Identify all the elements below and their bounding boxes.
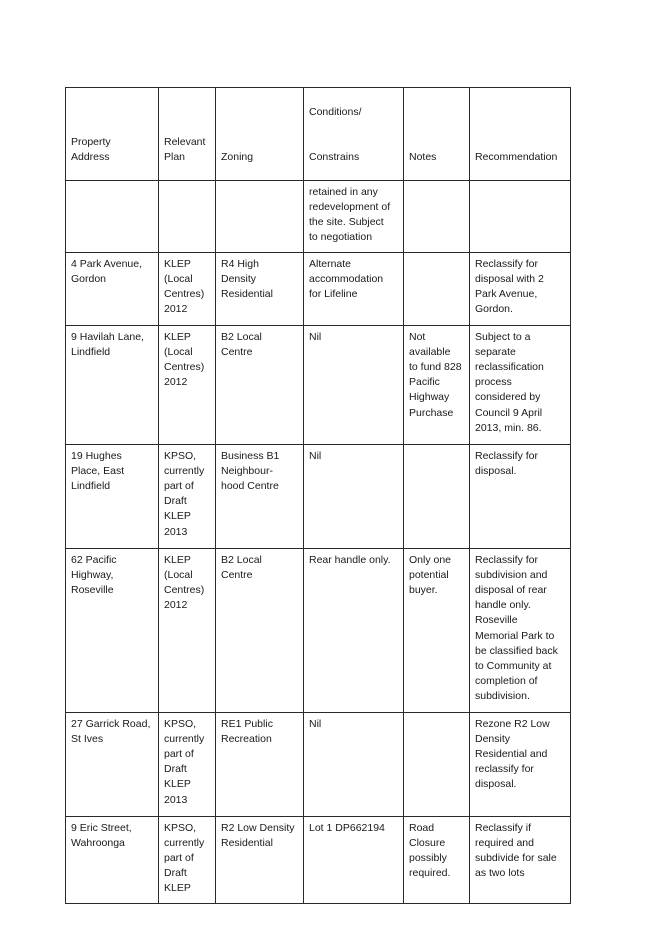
cell-notes bbox=[404, 444, 470, 548]
table-row bbox=[66, 712, 571, 816]
cell-conditions: Rear handle only. bbox=[304, 548, 404, 712]
cell-plan bbox=[159, 180, 216, 252]
header-recommendation: Recommendation bbox=[470, 88, 571, 181]
table-row bbox=[66, 816, 571, 903]
cell-zoning: RE1 Public Recreation bbox=[216, 712, 304, 816]
cell-plan: KLEP (Local Centres) 2012 bbox=[159, 325, 216, 444]
cell-notes bbox=[404, 712, 470, 816]
cell-notes bbox=[404, 180, 470, 252]
header-relevant-plan: Relevant Plan bbox=[159, 88, 216, 181]
cell-notes: Only one potential buyer. bbox=[404, 548, 470, 712]
header-row bbox=[66, 88, 571, 181]
header-conditions-line2: Constrains bbox=[309, 151, 360, 164]
cell-plan: KPSO, currently part of Draft KLEP bbox=[159, 816, 216, 903]
header-conditions bbox=[304, 88, 404, 181]
cell-conditions: Nil bbox=[304, 444, 404, 548]
cell-plan: KPSO, currently part of Draft KLEP 2013 bbox=[159, 712, 216, 816]
cell-address: 4 Park Avenue, Gordon bbox=[66, 252, 159, 325]
cell-address: 19 Hughes Place, East Lindfield bbox=[66, 444, 159, 548]
cell-recommendation: Subject to a separate reclassification process considered by Council 9 April 2013, min. 86. bbox=[470, 325, 571, 444]
cell-recommendation bbox=[470, 180, 571, 252]
cell-address: 62 Pacific Highway, Roseville bbox=[66, 548, 159, 712]
header-zoning: Zoning bbox=[216, 88, 304, 181]
cell-recommendation: Reclassify for subdivision and disposal of rear handle only. Roseville Memorial Park to be classified back to Community at completion of subdivision. bbox=[470, 548, 571, 712]
cell-zoning: R4 High Density Residential bbox=[216, 252, 304, 325]
cell-zoning: B2 Local Centre bbox=[216, 548, 304, 712]
table-row bbox=[66, 180, 571, 252]
cell-recommendation: Reclassify if required and subdivide for sale as two lots bbox=[470, 816, 571, 903]
cell-conditions: Nil bbox=[304, 325, 404, 444]
header-notes: Notes bbox=[404, 88, 470, 181]
cell-address: 27 Garrick Road, St Ives bbox=[66, 712, 159, 816]
cell-conditions: Alternate accommodation for Lifeline bbox=[304, 252, 404, 325]
cell-address bbox=[66, 180, 159, 252]
cell-notes: Road Closure possibly required. bbox=[404, 816, 470, 903]
cell-zoning: B2 Local Centre bbox=[216, 325, 304, 444]
cell-conditions: Lot 1 DP662194 bbox=[304, 816, 404, 903]
cell-zoning bbox=[216, 180, 304, 252]
cell-address: 9 Eric Street, Wahroonga bbox=[66, 816, 159, 903]
header-property-address: Property Address bbox=[66, 88, 159, 181]
cell-plan: KPSO, currently part of Draft KLEP 2013 bbox=[159, 444, 216, 548]
cell-recommendation: Reclassify for disposal. bbox=[470, 444, 571, 548]
table-row bbox=[66, 444, 571, 548]
cell-conditions: retained in any redevelopment of the site. Subject to negotiation bbox=[304, 180, 404, 252]
cell-recommendation: Reclassify for disposal with 2 Park Avenue, Gordon. bbox=[470, 252, 571, 325]
cell-zoning: R2 Low Density Residential bbox=[216, 816, 304, 903]
cell-notes bbox=[404, 252, 470, 325]
table-row bbox=[66, 252, 571, 325]
cell-plan: KLEP (Local Centres) 2012 bbox=[159, 252, 216, 325]
header-conditions-line1: Conditions/ bbox=[309, 106, 362, 119]
cell-plan: KLEP (Local Centres) 2012 bbox=[159, 548, 216, 712]
cell-recommendation: Rezone R2 Low Density Residential and reclassify for disposal. bbox=[470, 712, 571, 816]
cell-zoning: Business B1 Neighbour- hood Centre bbox=[216, 444, 304, 548]
table-row bbox=[66, 325, 571, 444]
cell-address: 9 Havilah Lane, Lindfield bbox=[66, 325, 159, 444]
cell-notes: Not available to fund 828 Pacific Highway Purchase bbox=[404, 325, 470, 444]
cell-conditions: Nil bbox=[304, 712, 404, 816]
property-table bbox=[65, 87, 571, 904]
table-row bbox=[66, 548, 571, 712]
